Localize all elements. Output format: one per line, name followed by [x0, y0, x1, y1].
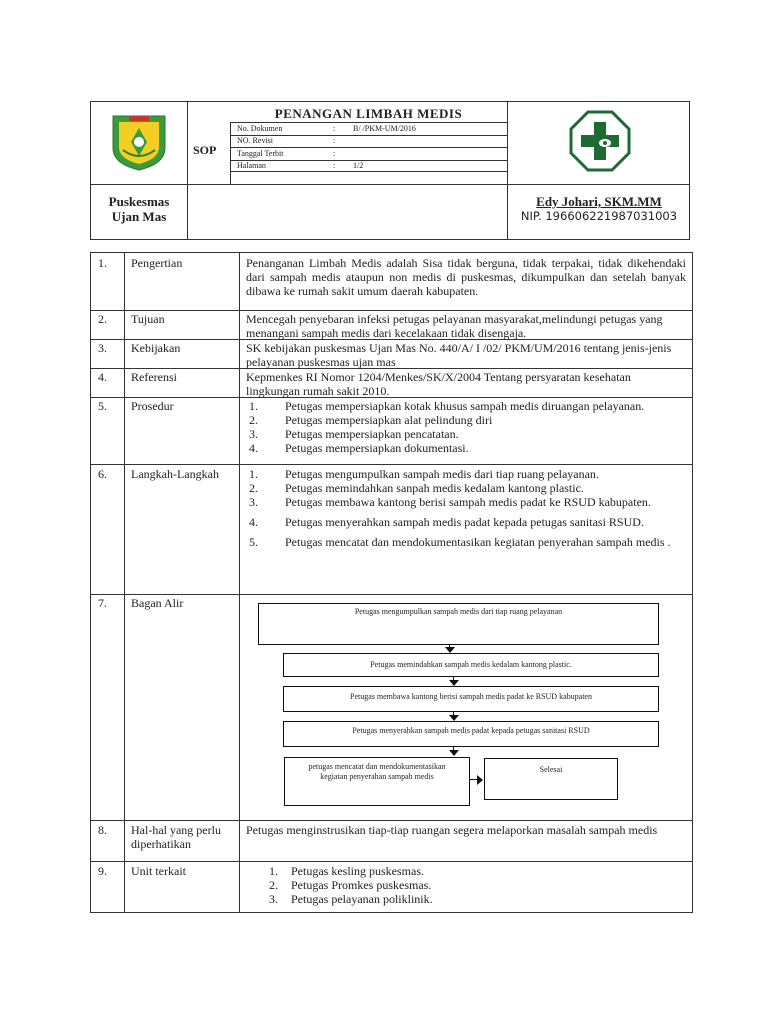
row-number: 6. [98, 467, 107, 481]
list-item [269, 878, 669, 892]
org-name: Puskesmas [108, 194, 170, 209]
arrow-right-icon [477, 775, 483, 785]
row-number: 5. [98, 399, 107, 413]
flow-step-5: petugas mencatat dan mendokumentasikan kegiatan penyerahan sampah medis [284, 757, 470, 806]
item-text: Petugas kesling puskesmas. [291, 864, 424, 878]
meta-label: Tanggal Terbit [237, 149, 284, 158]
list-item [249, 467, 679, 481]
meta-value: 1/2 [353, 161, 364, 170]
list-item [249, 481, 679, 495]
item-text: Petugas mempersiapkan dokumentasi. [285, 441, 469, 455]
list-item [249, 441, 679, 455]
item-number: 4. [249, 515, 258, 529]
row-number: 1. [98, 256, 107, 270]
row-number: 8. [98, 823, 107, 837]
list-item [269, 892, 669, 906]
meta-value: B/ /PKM-UM/2016 [353, 124, 416, 133]
row-label: Kebijakan [131, 341, 181, 355]
meta-label: No. Dokumen [237, 124, 283, 133]
list-item [249, 535, 679, 549]
meta-sep: : [333, 161, 336, 170]
steps-list [249, 467, 679, 549]
item-number: 3. [249, 495, 258, 509]
row-label: Tujuan [131, 312, 165, 326]
meta-sep: : [333, 149, 336, 158]
flow-step-2: Petugas memindahkan sampah medis kedalam kantong plastic. [283, 653, 659, 677]
row-label: Pengertian [131, 256, 183, 270]
sop-label: SOP [193, 143, 217, 157]
item-number: 2. [249, 481, 258, 495]
row-number: 7. [98, 596, 107, 610]
signer-name: Edy Johari, SKM.MM [536, 194, 662, 209]
signer-nip: NIP. 196606221987031003 [520, 209, 678, 223]
row-label: Prosedur [131, 399, 174, 413]
regional-emblem-icon [109, 112, 169, 172]
row-number: 4. [98, 370, 107, 384]
meta-sep: : [333, 124, 336, 133]
meta-label: NO. Revisi [237, 136, 273, 145]
item-text: Petugas memindahkan sanpah medis kedalam kantong plastic. [285, 481, 584, 495]
row-label: Hal-hal yang perlu diperhatikan [131, 823, 221, 851]
list-item [269, 864, 669, 878]
related-units-list [269, 864, 669, 906]
flow-step-4: Petugas menyerahkan sampah medis padat kepada petugas sanitasi RSUD [283, 721, 659, 747]
document-header [90, 101, 690, 240]
item-number: 3. [269, 892, 278, 906]
item-text: Petugas mempersiapkan pencatatan. [285, 427, 459, 441]
flow-step-3: Petugas membawa kantong berisi sampah medis padat ke RSUD kabupaten [283, 686, 659, 712]
flow-end: Selesai [484, 758, 618, 800]
meta-label: Halaman [237, 161, 266, 170]
item-number: 2. [269, 878, 278, 892]
item-number: 2. [249, 413, 258, 427]
item-text: Petugas mempersiapkan kotak khusus sampah medis diruangan pelayanan. [285, 399, 645, 413]
item-text: Petugas mempersiapkan alat pelindung diri [285, 413, 493, 427]
row-label: Langkah-Langkah [131, 467, 219, 481]
arrow-down-icon [449, 750, 459, 756]
item-text: Petugas mengumpulkan sampah medis dari tiap ruang pelayanan. [285, 467, 599, 481]
list-item [249, 427, 679, 441]
row-label: Referensi [131, 370, 177, 384]
row-text: Penanganan Limbah Medis adalah Sisa tidak berguna, tidak terpakai, tidak dikehendaki dari sampah medis ataupun non medis di puskesmas, dikumpulkan dan setelah banyak dibawa ke rumah sakit umum daerah kabupaten. [246, 256, 686, 298]
item-text: Petugas menyerahkan sampah medis padat kepada petugas sanitasi RSUD. [285, 515, 644, 529]
item-text: Petugas mencatat dan mendokumentasikan kegiatan penyerahan sampah medis . [285, 535, 671, 549]
item-number: 1. [249, 467, 258, 481]
row-label: Bagan Alir [131, 596, 184, 610]
item-text: Petugas membawa kantong berisi sampah medis padat ke RSUD kabupaten. [285, 495, 651, 509]
row-number: 3. [98, 341, 107, 355]
flow-step-1: Petugas mengumpulkan sampah medis dari tiap ruang pelayanan [258, 603, 659, 645]
list-item [249, 399, 679, 413]
item-number: 5. [249, 535, 258, 549]
list-item [249, 495, 679, 509]
procedure-list [249, 399, 679, 455]
item-number: 1. [269, 864, 278, 878]
health-cross-icon [569, 110, 631, 172]
list-item [249, 413, 679, 427]
list-item [249, 515, 679, 529]
item-text: Petugas pelayanan poliklinik. [291, 892, 433, 906]
item-number: 4. [249, 441, 258, 455]
doc-title: PENANGAN LIMBAH MEDIS [274, 106, 463, 121]
sop-table [90, 252, 693, 913]
item-number: 3. [249, 427, 258, 441]
item-text: Petugas Promkes puskesmas. [291, 878, 432, 892]
row-text: Petugas menginstrusikan tiap-tiap ruangan segera melaporkan masalah sampah medis [246, 823, 658, 837]
row-text: Kepmenkes RI Nomor 1204/Menkes/SK/X/2004 Tentang persyaratan kesehatan lingkungan rumah sakit 2010. [246, 370, 631, 398]
row-number: 2. [98, 312, 107, 326]
row-label: Unit terkait [131, 864, 186, 878]
meta-sep: : [333, 136, 336, 145]
item-number: 1. [249, 399, 258, 413]
row-text: SK kebijakan puskesmas Ujan Mas No. 440/A/ I /02/ PKM/UM/2016 tentang jenis-jenis pelayanan puskesmas ujan mas [246, 341, 672, 369]
row-text: Mencegah penyebaran infeksi petugas pelayanan masyarakat,melindungi petugas yang menangani sampah medis dari kecelakaan tidak disengaja. [246, 312, 663, 340]
org-location: Ujan Mas [111, 209, 167, 224]
row-number: 9. [98, 864, 107, 878]
